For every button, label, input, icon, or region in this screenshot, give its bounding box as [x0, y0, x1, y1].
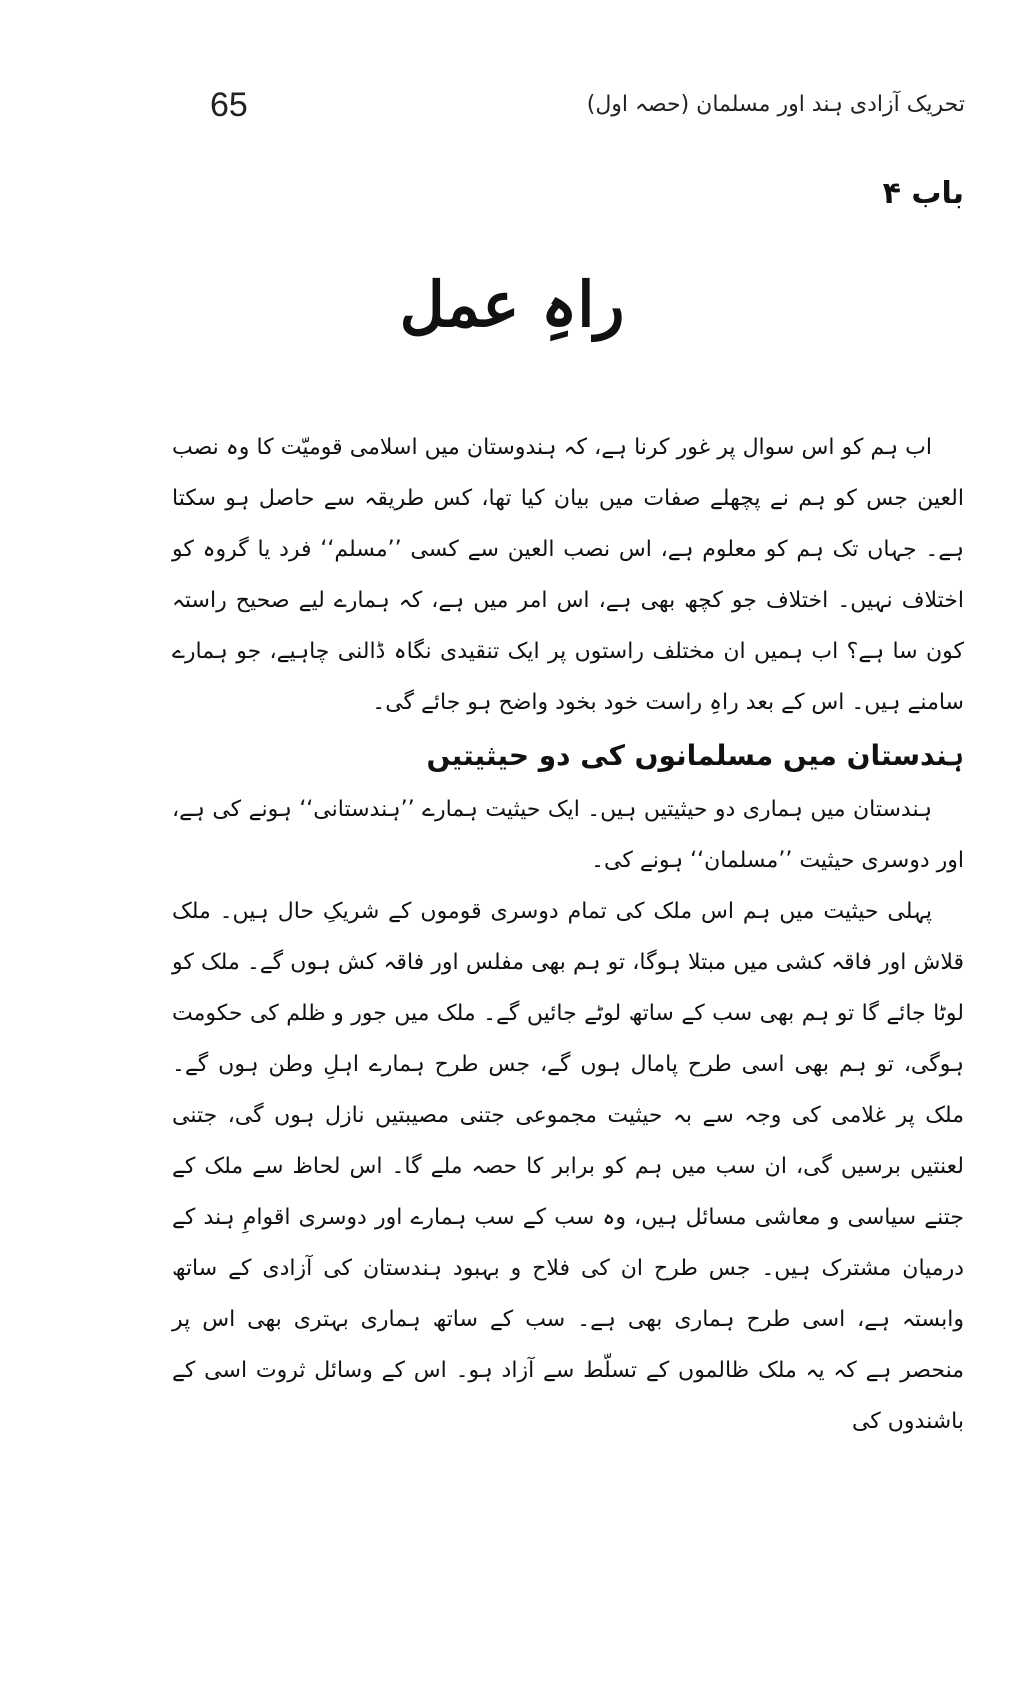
paragraph-intro: اب ہم کو اس سوال پر غور کرنا ہے، کہ ہندوستان میں اسلامی قومیّت کا وہ نصب العین جس کو ہم نے پچھلے صفات میں بیان کیا تھا، کس طریقہ سے حاصل ہو سکتا ہے۔ جہاں تک ہم کو معلوم ہے، اس نصب العین سے کسی ’’مسلم‘‘ فرد یا گروہ کو اختلاف نہیں۔ اختلاف جو کچھ بھی ہے، اس امر میں ہے، کہ ہمارے لیے صحیح راستہ کون سا ہے؟ اب ہمیں ان مختلف راستوں پر ایک تنقیدی نگاہ ڈالنی چاہیے، جو ہمارے سامنے ہیں۔ اس کے بعد راہِ راست خود بخود واضح ہو جائے گی۔: [172, 435, 964, 715]
paragraph-first-aspect: پہلی حیثیت میں ہم اس ملک کی تمام دوسری قوموں کے شریکِ حال ہیں۔ ملک قلاش اور فاقہ کشی میں مبتلا ہوگا، تو ہم بھی مفلس اور فاقہ کش ہوں گے۔ ملک کو لوٹا جائے گا تو ہم بھی سب کے ساتھ لوٹے جائیں گے۔ ملک میں جور و ظلم کی حکومت ہوگی، تو ہم بھی اسی طرح پامال ہوں گے، جس طرح ہمارے اہلِ وطن ہوں گے۔ ملک پر غلامی کی وجہ سے بہ حیثیت مجموعی جتنی مصیبتیں نازل ہوں گی، جتنی لعنتیں برسیں گی، ان سب میں ہم کو برابر کا حصہ ملے گا۔ اس لحاظ سے ملک کے جتنے سیاسی و معاشی مسائل ہیں، وہ سب کے سب ہمارے اور دوسری اقوامِ ہند کے درمیان مشترک ہیں۔ جس طرح ان کی فلاح و بہبود ہندستان کی آزادی کے ساتھ وابستہ ہے، اسی طرح ہماری بھی ہے۔ سب کے ساتھ ہماری بہتری بھی اس پر منحصر ہے کہ یہ ملک ظالموں کے تسلّط سے آزاد ہو۔ اس کے وسائل ثروت اسی کے باشندوں کی: [172, 899, 964, 1434]
page-number: 65: [210, 86, 248, 124]
running-title: تحریک آزادی ہند اور مسلمان (حصہ اول): [586, 92, 965, 117]
section-heading: ہندستان میں مسلمانوں کی دو حیثیتیں: [426, 739, 964, 772]
paragraph-two-aspects: ہندستان میں ہماری دو حیثیتیں ہیں۔ ایک حیثیت ہمارے ’’ہندستانی‘‘ ہونے کی ہے، اور دوسری حیثیت ’’مسلمان‘‘ ہونے کی۔: [172, 797, 964, 873]
chapter-label: باب ۴: [882, 176, 964, 211]
page-header: [210, 86, 965, 136]
chapter-title: راہِ عمل: [399, 268, 625, 341]
body-text: [172, 422, 964, 1447]
